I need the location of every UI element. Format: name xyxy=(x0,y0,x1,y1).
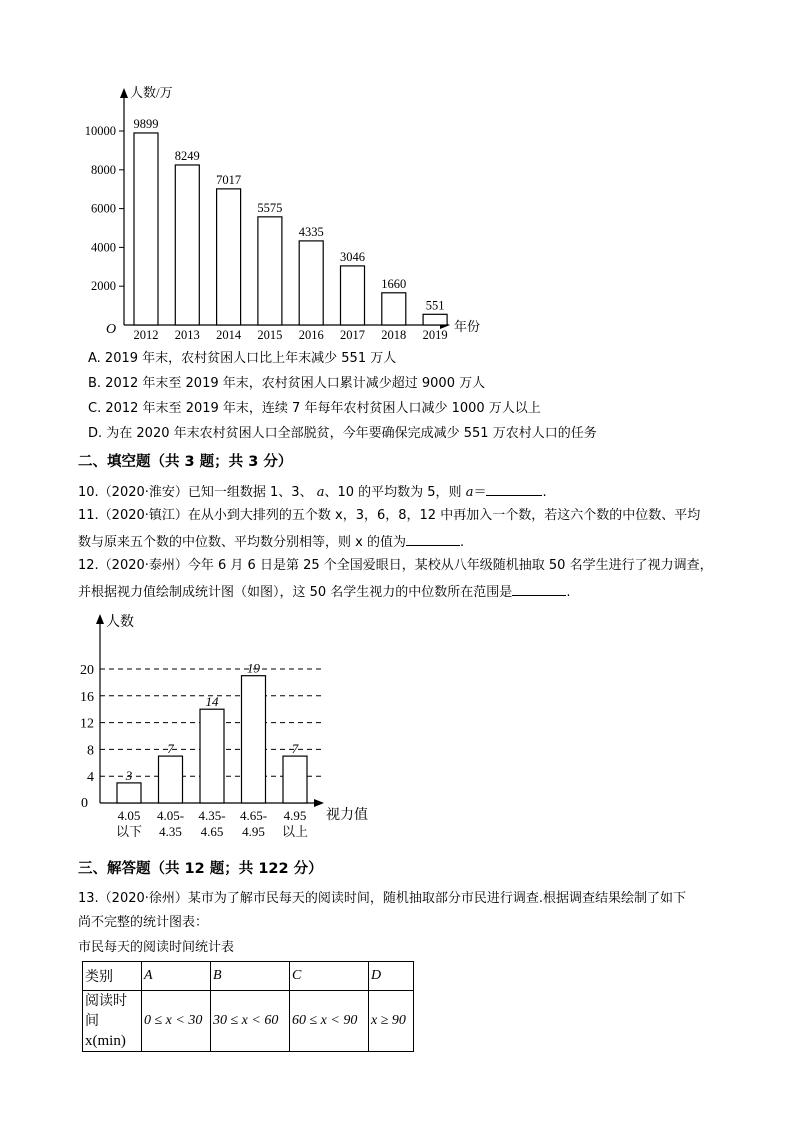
option-b: B. 2012 年末至 2019 年末，农村贫困人口累计减少超过 9000 万人 xyxy=(88,376,486,391)
bar-value-label: 14 xyxy=(205,694,219,710)
option-c: C. 2012 年末至 2019 年末，连续 7 年每年农村贫困人口减少 1000 万人以上 xyxy=(88,401,541,416)
q12-text: 并根据视力值绘制成统计图（如图），这 50 名学生视力的中位数所在范围是 xyxy=(78,585,513,600)
section-2-heading: 二、填空题（共 3 题；共 3 分） xyxy=(78,454,293,470)
bar-2 xyxy=(159,756,183,803)
bar-3 xyxy=(200,709,224,803)
question-11-line-1: 11.（2020·镇江）在从小到大排列的五个数 x，3，6，8，12 中再加入一个数，若这六个数的中位数、平均 xyxy=(78,508,701,523)
x-tick-label-line-1: 4.05- xyxy=(156,808,185,823)
question-10 xyxy=(78,483,547,501)
range-b: 30 ≤ x < 60 xyxy=(211,991,290,1052)
bar-2017 xyxy=(341,266,365,325)
question-11-line-2 xyxy=(78,533,464,551)
q10-end: . xyxy=(542,485,547,500)
y-tick-label: 8 xyxy=(87,743,94,759)
bar-value-label: 3046 xyxy=(340,249,365,264)
q12-end: . xyxy=(566,585,571,600)
q10-var-a: a xyxy=(316,485,325,500)
question-13-line-1: 13.（2020·徐州）某市为了解市民每天的阅读时间，随机抽取部分市民进行调查.根据调查结果绘制了如下 xyxy=(78,891,687,906)
bar-2015 xyxy=(258,217,282,325)
reading-time-table xyxy=(82,961,414,1052)
y-tick-label: 16 xyxy=(80,689,94,705)
y-tick-label: 6000 xyxy=(91,201,116,216)
x-tick-label: 2013 xyxy=(174,328,200,342)
y-tick-label: 4 xyxy=(87,770,94,786)
bar-value-label: 3 xyxy=(125,767,133,783)
q12-answer-blank[interactable] xyxy=(512,583,566,596)
option-a: A. 2019 年末，农村贫困人口比上年末减少 551 万人 xyxy=(88,351,397,366)
x-tick-label-line-2: 以上 xyxy=(281,824,309,839)
bar-2019 xyxy=(423,314,447,325)
q11-answer-blank[interactable] xyxy=(406,533,460,546)
q11-end: . xyxy=(459,535,465,550)
x-tick-label: 2016 xyxy=(298,328,324,342)
table-title: 市民每天的阅读时间统计表 xyxy=(78,940,235,955)
x-tick-label-line-1: 4.05 xyxy=(117,808,141,823)
q10-equals: ＝ xyxy=(473,485,487,500)
bar-2018 xyxy=(382,293,406,325)
bar-2014 xyxy=(217,189,241,325)
bar-2013 xyxy=(175,165,199,325)
vision-bar-chart xyxy=(80,608,380,843)
x-tick-label-line-1: 4.35- xyxy=(198,808,226,823)
x-tick-label: 2017 xyxy=(340,328,365,342)
origin-label: 0 xyxy=(81,796,88,811)
table-header-c: C xyxy=(290,962,369,991)
table-header-d: D xyxy=(369,962,414,991)
x-tick-label: 2012 xyxy=(133,328,159,342)
y-tick-label: 12 xyxy=(80,716,94,732)
y-axis-label: 人数 xyxy=(106,615,134,630)
bar-1 xyxy=(117,783,141,803)
bar-2016 xyxy=(299,241,323,325)
bar-4 xyxy=(242,676,266,803)
question-12-line-2 xyxy=(78,583,570,601)
bar-value-label: 4335 xyxy=(298,224,324,239)
x-tick-label-line-1: 4.95 xyxy=(283,808,307,823)
poverty-bar-chart xyxy=(70,78,500,343)
table-header-category: 类别 xyxy=(83,962,142,991)
row-label-unit: x(min) xyxy=(85,1033,126,1049)
y-tick-label: 10000 xyxy=(84,124,116,138)
bar-value-label: 7 xyxy=(167,741,174,757)
table-row-label xyxy=(83,991,142,1052)
x-axis-label: 年份 xyxy=(454,319,481,334)
bar-value-label: 1660 xyxy=(381,276,407,291)
question-13-line-2: 尚不完整的统计图表： xyxy=(78,915,209,930)
question-12-line-1: 12.（2020·泰州）今年 6 月 6 日是第 25 个全国爱眼日，某校从八年级随机抽取 50 名学生进行了视力调查， xyxy=(78,558,713,573)
q10-text-mid: 、10 的平均数为 5，则 xyxy=(324,485,466,500)
q10-var-a-2: a xyxy=(465,485,474,500)
bar-value-label: 8249 xyxy=(174,148,200,163)
bar-5 xyxy=(283,756,307,803)
x-tick-label: 2014 xyxy=(216,328,242,342)
option-d: D. 为在 2020 年末农村贫困人口全部脱贫，今年要确保完成减少 551 万农村人口的任务 xyxy=(88,426,597,441)
y-tick-label: 20 xyxy=(80,663,94,678)
y-tick-label: 2000 xyxy=(91,279,116,294)
x-axis-label: 视力值 xyxy=(326,808,368,823)
x-tick-label-line-2: 4.65 xyxy=(200,824,224,839)
x-tick-label: 2018 xyxy=(381,328,407,342)
range-c: 60 ≤ x < 90 xyxy=(290,991,369,1052)
range-d: x ≥ 90 xyxy=(369,991,414,1052)
section-3-heading: 三、解答题（共 12 题；共 122 分） xyxy=(78,861,323,877)
bar-value-label: 551 xyxy=(425,298,445,313)
q10-text-pre: 10.（2020·淮安）已知一组数据 1、3、 xyxy=(78,485,317,500)
origin-label: O xyxy=(106,322,117,337)
row-label-text: 阅读时间 xyxy=(85,993,127,1029)
x-tick-label-line-1: 4.65- xyxy=(239,808,268,823)
x-tick-label-line-2: 4.35 xyxy=(159,824,182,839)
x-tick-label: 2019 xyxy=(422,328,448,342)
y-axis-arrow xyxy=(96,614,104,624)
y-axis-label: 人数/万 xyxy=(130,85,173,100)
x-axis-arrow xyxy=(314,799,324,807)
y-tick-label: 4000 xyxy=(91,240,116,255)
bar-value-label: 9899 xyxy=(133,116,159,131)
q11-text: 数与原来五个数的中位数、平均数分别相等，则 x 的值为 xyxy=(78,535,406,550)
y-tick-label: 8000 xyxy=(91,162,116,177)
bar-value-label: 7 xyxy=(291,741,299,757)
table-header-a: A xyxy=(142,962,211,991)
x-tick-label-line-2: 4.95 xyxy=(242,824,265,839)
x-tick-label-line-2: 以下 xyxy=(115,824,143,839)
bar-value-label: 5575 xyxy=(257,200,283,215)
q10-answer-blank[interactable] xyxy=(486,483,542,496)
x-tick-label: 2015 xyxy=(257,328,283,342)
bar-value-label: 19 xyxy=(247,660,260,676)
bar-2012 xyxy=(134,133,158,325)
table-header-b: B xyxy=(211,962,290,991)
range-a: 0 ≤ x < 30 xyxy=(142,991,211,1052)
bar-value-label: 7017 xyxy=(216,172,242,187)
y-axis-arrow xyxy=(120,88,128,98)
